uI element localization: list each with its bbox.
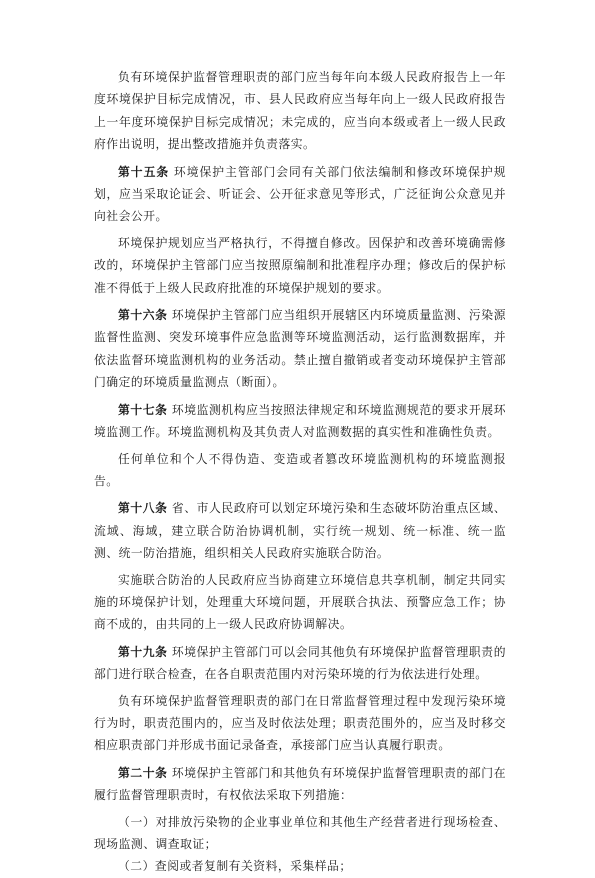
document-body [94, 66, 506, 878]
article-number: 第二十条 [118, 765, 168, 780]
paragraph-text: 环境保护主管部门和其他负有环境保护监督管理职责的部门在履行监督管理职责时，有权依法采取下列措施： [94, 765, 506, 803]
article-19-paragraph-2 [94, 690, 506, 757]
article-16-paragraph [94, 304, 506, 394]
article-15-paragraph [94, 161, 506, 228]
article-number: 第十九条 [118, 644, 168, 659]
paragraph-text: 环境保护主管部门应当组织开展辖区内环境质量监测、污染源监督性监测、突发环境事件应急监测等环境监测活动，运行监测数据库，并依法监督环境监测机构的业务活动。禁止擅自撤销或者变动环境保护主管部门确定的环境质量监测点（断面）。 [94, 308, 506, 390]
article-number: 第十七条 [118, 402, 168, 417]
article-17-paragraph-2 [94, 448, 506, 493]
article-20-item-2 [94, 855, 506, 877]
article-number: 第十八条 [118, 501, 168, 516]
paragraph-text: 环境保护主管部门可以会同其他负有环境保护监督管理职责的部门进行联合检查，在各自职责范围内对污染环境的行为依法进行处理。 [94, 644, 506, 682]
paragraph-text: 环境保护规划应当严格执行，不得擅自修改。因保护和改善环境确需修改的，环境保护主管部门应当按照原编制和批准程序办理；修改后的保护标准不得低于上级人民政府批准的环境保护规划的要求。 [94, 235, 506, 295]
paragraph-1 [94, 66, 506, 156]
paragraph-text: （一）对排放污染物的企业事业单位和其他生产经营者进行现场检查、现场监测、调查取证； [94, 814, 506, 851]
paragraph-text: 实施联合防治的人民政府应当协商建立环境信息共享机制，制定共同实施的环境保护计划，处理重大环境问题，开展联合执法、预警应急工作；协商不成的，由共同的上一级人民政府协调解决。 [94, 572, 506, 632]
article-18-paragraph-2 [94, 569, 506, 636]
article-18-paragraph [94, 497, 506, 564]
article-15-paragraph-2 [94, 232, 506, 299]
article-19-paragraph [94, 641, 506, 686]
article-number: 第十五条 [118, 164, 170, 179]
article-20-item-1 [94, 811, 506, 856]
paragraph-text: 负有环境保护监督管理职责的部门应当每年向本级人民政府报告上一年度环境保护目标完成情况，市、县人民政府应当每年向上一级人民政府报告上一年度环境保护目标完成情况；未完成的，应当向本级或者上一级人民政府作出说明，提出整改措施并负责落实。 [94, 70, 506, 152]
article-17-paragraph [94, 399, 506, 444]
article-number: 第十六条 [118, 308, 168, 323]
paragraph-text: 省、市人民政府可以划定环境污染和生态破坏防治重点区域、流域、海域，建立联合防治协调机制，实行统一规划、统一标准、统一监测、统一防治措施，组织相关人民政府实施联合防治。 [94, 501, 506, 561]
paragraph-text: 负有环境保护监督管理职责的部门在日常监督管理过程中发现污染环境行为时，职责范围内的，应当及时依法处理；职责范围外的，应当及时移交相应职责部门并形成书面记录备查，承接部门应当认真履行职责。 [94, 693, 506, 753]
paragraph-text: （二）查阅或者复制有关资料，采集样品； [118, 859, 352, 874]
article-20-paragraph [94, 762, 506, 807]
paragraph-text: 环境监测机构应当按照法律规定和环境监测规范的要求开展环境监测工作。环境监测机构及其负责人对监测数据的真实性和准确性负责。 [94, 402, 506, 440]
paragraph-text: 任何单位和个人不得伪造、变造或者篡改环境监测机构的环境监测报告。 [94, 451, 506, 488]
paragraph-text: 环境保护主管部门会同有关部门依法编制和修改环境保护规划，应当采取论证会、听证会、公开征求意见等形式，广泛征询公众意见并向社会公开。 [94, 164, 506, 224]
